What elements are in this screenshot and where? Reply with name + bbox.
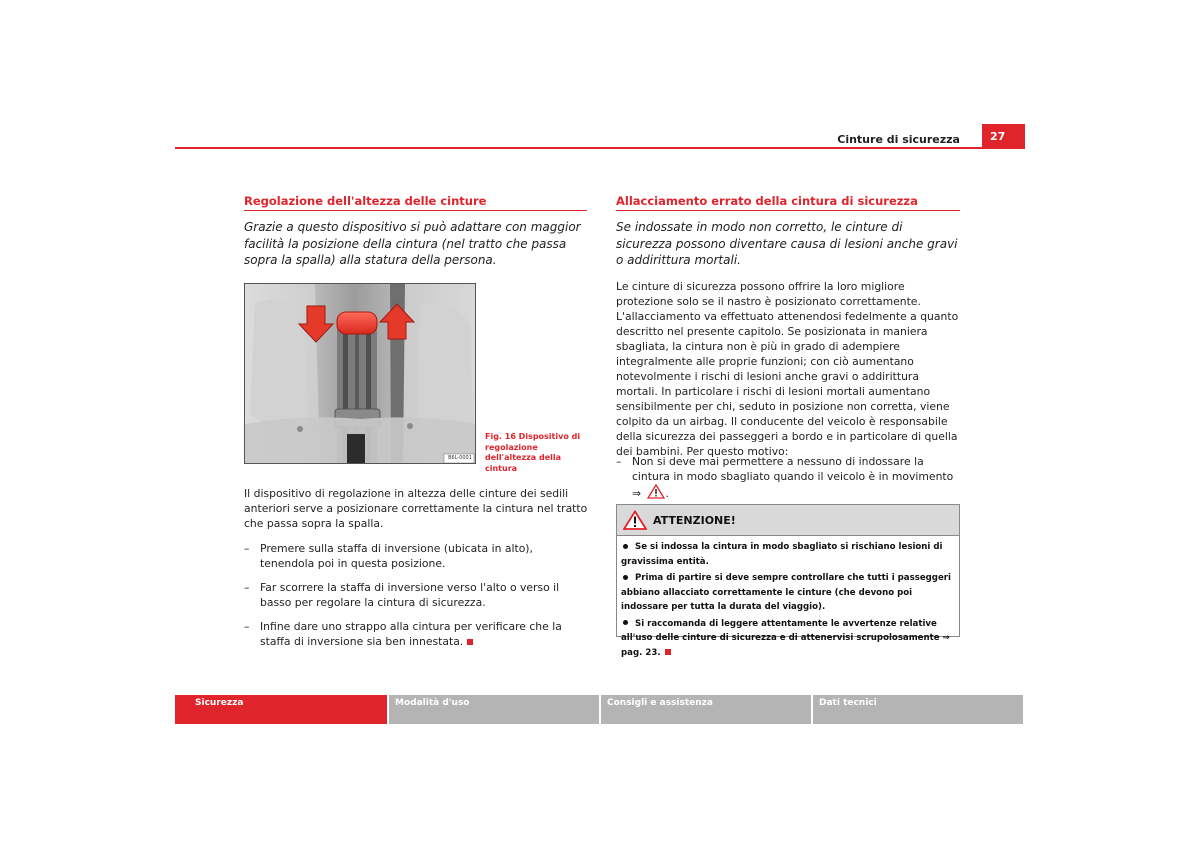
right-section-heading: Allacciamento errato della cintura di sicurezza — [616, 194, 960, 211]
warning-triangle-icon — [647, 484, 665, 499]
left-instruction-list — [244, 541, 589, 658]
footer-tab-sicurezza[interactable]: Sicurezza — [175, 695, 387, 724]
warning-item-text: Si raccomanda di leggere attentamente le avvertenze relative all'uso delle cinture di sicurezza e di attenervisi scrupolosamente ⇒ pag. 23. — [621, 618, 950, 658]
bullet-icon — [623, 620, 628, 625]
belt-adjuster-figure — [244, 283, 476, 464]
footer-tab-dati-tecnici[interactable]: Dati tecnici — [813, 695, 1023, 724]
warning-item-text: Prima di partire si deve sempre controllare che tutti i passeggeri abbiano allacciato correttamente le cinture (che devono poi indossare per tutta la durata del viaggio). — [621, 573, 951, 612]
list-item-text: Infine dare uno strappo alla cintura per verificare che la staffa di inversione sia ben innestata. — [260, 620, 562, 648]
right-body-text: Le cinture di sicurezza possono offrire la loro migliore protezione solo se il nastro è posizionato correttamente. L'allacciamento va effettuato attenendosi fedelmente a quanto descritto nel presente capitolo. Se posizionata in maniera sbagliata, la cintura non è più in grado di adempiere integralmente alle proprie funzioni; con ciò aumentano notevolmente i rischi di lesioni anche gravi o addirittura mortali. In particolare i rischi di lesioni mortali aumentano sensibilmente per chi, seduto in posizione non corretta, viene colpito da un airbag. Il conducente del veicolo è responsabile della sicurezza dei passeggeri a bordo e in particolare di quella dei bambini. Per questo motivo: — [616, 280, 959, 458]
figure-code: B6L-0001 — [448, 455, 472, 461]
left-section-heading: Regolazione dell'altezza delle cinture — [244, 194, 587, 211]
footer-tab-modalita-uso[interactable]: Modalità d'uso — [389, 695, 599, 724]
footer-tab-consigli-assistenza[interactable]: Consigli e assistenza — [601, 695, 811, 724]
left-intro-text: Grazie a questo dispositivo si può adattare con maggior facilità la posizione della cintura (nel tratto che passa sopra la spalla) alla statura della persona. — [244, 220, 581, 267]
right-instruction-list — [616, 454, 961, 501]
warning-triangle-icon — [623, 510, 647, 530]
footer-navigation — [175, 695, 1025, 724]
header-rule — [175, 147, 1025, 149]
list-item-text: Non si deve mai permettere a nessuno di indossare la cintura in modo sbagliato quando il veicolo è in movimento ⇒ — [632, 455, 954, 500]
left-body-text: Il dispositivo di regolazione in altezza delle cinture dei sedili anteriori serve a posizionare correttamente la cintura nel tratto che passa sopra la spalla. — [244, 487, 588, 530]
running-header-title: Cinture di sicurezza — [837, 133, 960, 146]
bullet-icon — [623, 575, 628, 580]
warning-item — [621, 571, 955, 615]
page-number: 27 — [982, 124, 1025, 149]
warning-content — [617, 536, 959, 660]
bullet-icon — [623, 544, 628, 549]
warning-item — [621, 617, 955, 661]
end-of-section-mark — [665, 649, 671, 655]
figure-caption: Fig. 16 Dispositivo di regolazione dell'altezza della cintura — [485, 432, 581, 473]
warning-item — [621, 540, 955, 569]
list-item: – Premere sulla staffa di inversione (ubicata in alto), tenendola poi in questa posizione. — [244, 542, 533, 570]
warning-item-text: Se si indossa la cintura in modo sbagliato si rischiano lesioni di gravissima entità. — [621, 542, 943, 567]
right-intro-text: Se indossate in modo non corretto, le cinture di sicurezza possono diventare causa di lesioni anche gravi o addirittura mortali. — [616, 220, 958, 267]
belt-adjuster-illustration — [245, 284, 476, 464]
warning-title: ATTENZIONE! — [653, 513, 736, 527]
list-item-text: Far scorrere la staffa di inversione verso l'alto o verso il basso per regolare la cintura di sicurezza. — [260, 581, 560, 609]
end-of-section-mark — [467, 639, 473, 645]
list-item-text: Premere sulla staffa di inversione (ubicata in alto), tenendola poi in questa posizione. — [260, 542, 533, 570]
warning-box — [616, 504, 960, 658]
warning-header — [617, 505, 959, 536]
list-item: – Infine dare uno strappo alla cintura per verificare che la staffa di inversione sia ben innestata. — [244, 620, 562, 648]
list-item: – Far scorrere la staffa di inversione verso l'alto o verso il basso per regolare la cintura di sicurezza. — [244, 581, 560, 609]
list-item: – Non si deve mai permettere a nessuno di indossare la cintura in modo sbagliato quando il veicolo è in movimento ⇒ . — [616, 455, 954, 500]
